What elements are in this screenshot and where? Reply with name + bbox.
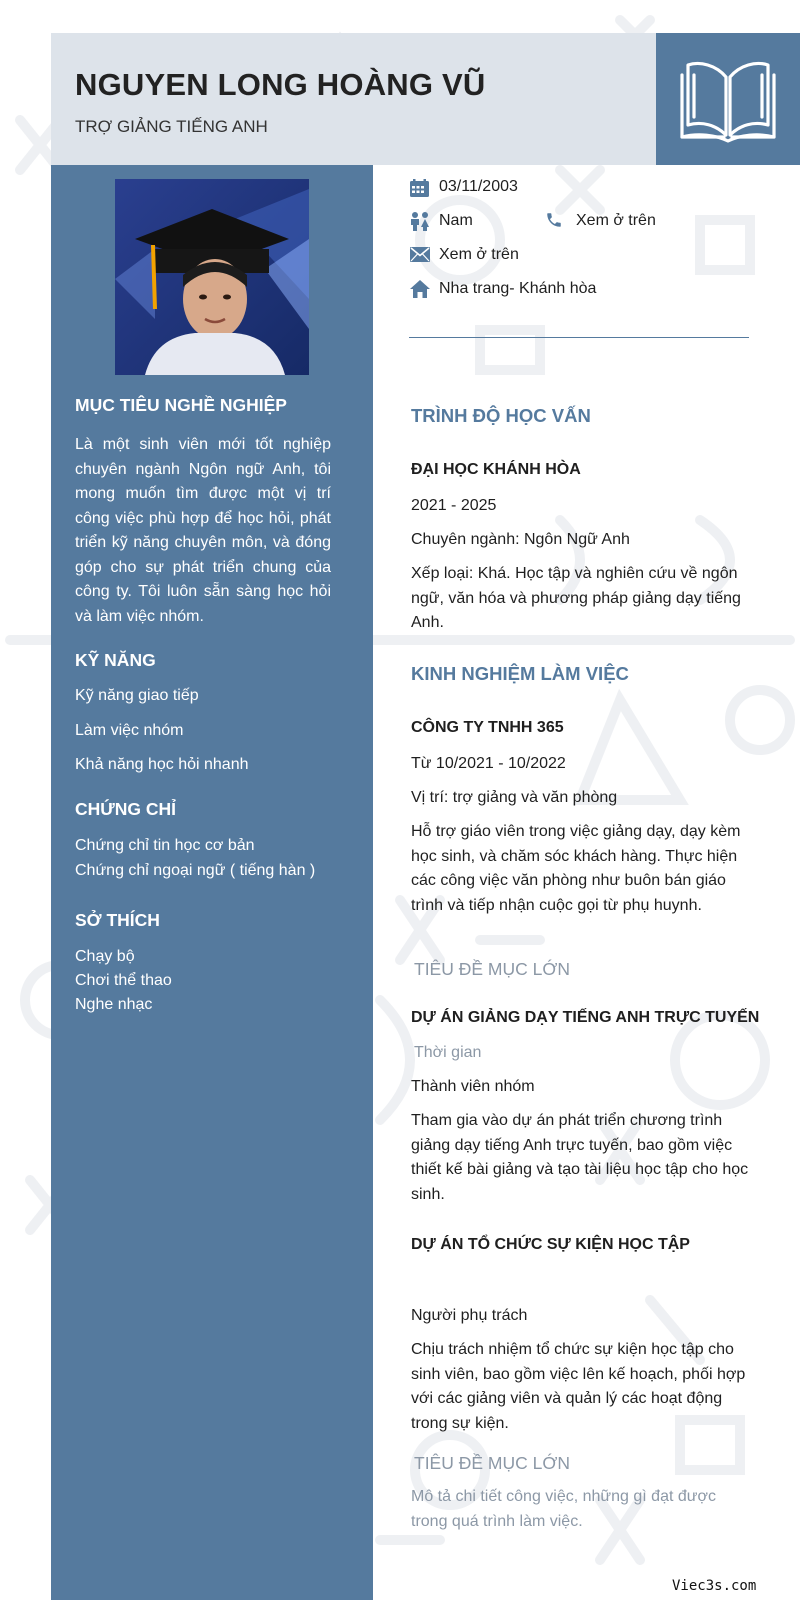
education-description: Xếp loại: Khá. Học tập và nghiên cứu về ngôn ngữ, văn hóa và phương pháp giảng dạy tiếng Anh.: [411, 565, 741, 631]
experience-description: Hỗ trợ giáo viên trong việc giảng dạy, dạy kèm học sinh, và chăm sóc khách hàng. Thực hiện các công việc văn phòng như buôn bán giáo trình và tiếp nhận cuộc gọi từ phụ huynh.: [411, 823, 741, 914]
project-description: Chịu trách nhiệm tổ chức sự kiện học tập cho sinh viên, bao gồm việc lên kế hoạch, phối hợp với các giảng viên và quản lý các hoạt động trong sự kiện.: [411, 1341, 746, 1432]
education-heading: TRÌNH ĐỘ HỌC VẤN: [411, 405, 591, 426]
email-icon: [410, 247, 430, 262]
skill-item: Khả năng học hỏi nhanh: [75, 756, 249, 773]
phone-text: Xem ở trên: [576, 212, 656, 229]
project-name: DỰ ÁN GIẢNG DẠY TIẾNG ANH TRỰC TUYẾN: [411, 1009, 760, 1026]
home-icon: [410, 280, 430, 298]
hobby-item: Nghe nhạc: [75, 996, 153, 1013]
education-major: Chuyên ngành: Ngôn Ngữ Anh: [411, 531, 630, 548]
project-role: Người phụ trách: [411, 1307, 528, 1324]
header-logo: [656, 33, 800, 165]
project-role: Thành viên nhóm: [411, 1078, 535, 1095]
project-name: DỰ ÁN TỔ CHỨC SỰ KIỆN HỌC TẬP: [411, 1236, 690, 1253]
school-name: ĐẠI HỌC KHÁNH HÒA: [411, 461, 581, 478]
calendar-icon: [410, 179, 429, 197]
hobby-item: Chạy bộ: [75, 948, 135, 965]
profile-photo: [115, 179, 309, 375]
certificates-heading: CHỨNG CHỈ: [75, 799, 177, 819]
extra-description-placeholder: Mô tả chi tiết công việc, những gì đạt được trong quá trình làm việc.: [411, 1488, 716, 1530]
address-text: Nha trang- Khánh hòa: [439, 280, 597, 297]
phone-icon: [545, 211, 563, 229]
projects-heading-placeholder: TIÊU ĐỀ MỤC LỚN: [414, 959, 570, 979]
certificate-item: Chứng chỉ tin học cơ bản: [75, 837, 255, 854]
gender-icon: [410, 212, 430, 231]
site-watermark: Viec3s.com: [672, 1578, 757, 1594]
candidate-name: NGUYEN LONG HOÀNG VŨ: [75, 67, 486, 102]
open-book-icon: [678, 53, 778, 145]
company-name: CÔNG TY TNHH 365: [411, 719, 564, 736]
email-text: Xem ở trên: [439, 246, 519, 263]
skill-item: Làm việc nhóm: [75, 722, 184, 739]
resume-page: [51, 33, 800, 1600]
objective-heading: MỤC TIÊU NGHỀ NGHIỆP: [75, 395, 287, 415]
hobby-item: Chơi thể thao: [75, 972, 172, 989]
extra-heading-placeholder: TIÊU ĐỀ MỤC LỚN: [414, 1453, 570, 1473]
objective-text: Là một sinh viên mới tốt nghiệp chuyên ngành Ngôn ngữ Anh, tôi mong muốn tìm được một vị trí công việc phù hợp để học hỏi, phát triển kỹ năng chuyên môn, và đóng góp cho sự phát triển chung của công ty. Tôi luôn sẵn sàng học hỏi và làm việc nhóm.: [75, 436, 331, 625]
education-years: 2021 - 2025: [411, 497, 497, 514]
job-title: TRỢ GIẢNG TIẾNG ANH: [75, 117, 268, 136]
resume-header: [51, 33, 656, 165]
gender-text: Nam: [439, 212, 473, 229]
left-sidebar: [51, 165, 373, 1600]
project-description: Tham gia vào dự án phát triển chương trình giảng dạy tiếng Anh trực tuyến, bao gồm việc thiết kế bài giảng và tạo tài liệu học tập cho học sinh.: [411, 1112, 749, 1203]
experience-period: Từ 10/2021 - 10/2022: [411, 755, 566, 772]
certificate-item: Chứng chỉ ngoại ngữ ( tiếng hàn ): [75, 862, 316, 879]
skills-heading: KỸ NĂNG: [75, 650, 156, 670]
hobbies-heading: SỞ THÍCH: [75, 910, 160, 930]
experience-position: Vị trí: trợ giảng và văn phòng: [411, 789, 618, 806]
project-time-placeholder: Thời gian: [414, 1044, 482, 1061]
skill-item: Kỹ năng giao tiếp: [75, 687, 199, 704]
experience-heading: KINH NGHIỆM LÀM VIỆC: [411, 663, 629, 684]
contact-divider: [409, 337, 749, 338]
birthday-text: 03/11/2003: [439, 178, 518, 195]
